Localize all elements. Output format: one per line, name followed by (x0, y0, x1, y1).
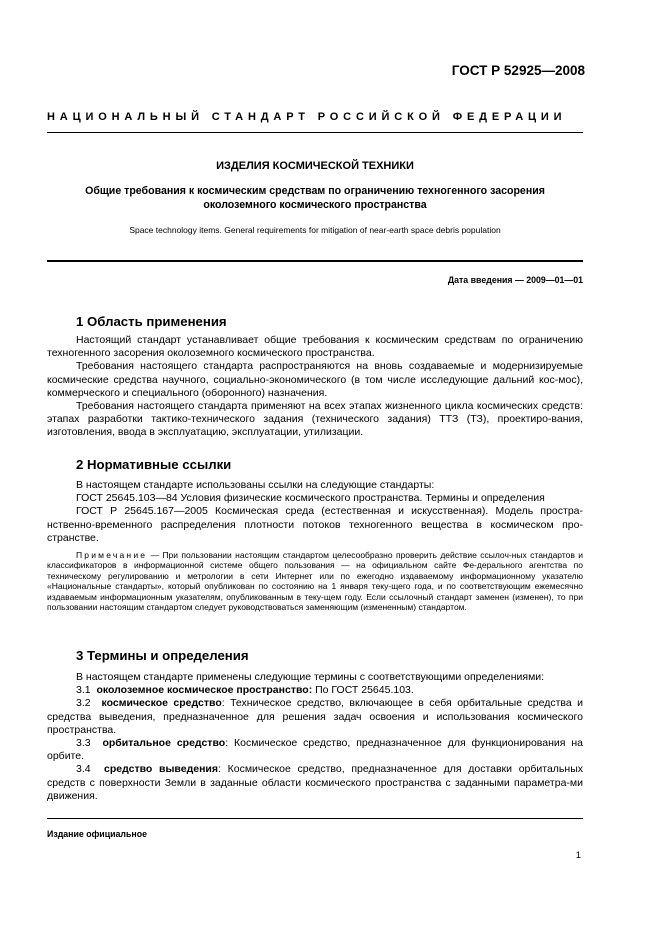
standard-code: ГОСТ Р 52925—2008 (451, 63, 585, 78)
term-name: орбитальное средство (102, 737, 226, 750)
note-block (47, 550, 583, 612)
header-rule (47, 132, 583, 133)
paragraph: Требования настоящего стандарта применяют на всех этапах жизненного цикла космических средств: этапах разработки тактико-технического задания (технического задания) ТТЗ (ТЗ), проектиро-вания, изготовления, ввода в эксплуатацию, эксплуатации, утилизации. (47, 400, 583, 439)
reference-item: ГОСТ Р 25645.167—2005 Космическая среда (естественная и искусственная). Модель простра-нственно-временного распределения плотности потоков техногенного вещества в космическом про-странстве. (47, 505, 583, 544)
footer-rule (47, 818, 583, 819)
document-subtitle (47, 184, 583, 212)
note-text: — При пользовании настоящим стандартом целесообразно проверить действие ссылоч-ных стандартов и классификаторов в информационной системе общего пользования — на официальном сайте Фе-дерального агентства по техническому регулированию и метрологии в сети Интернет или по ежегодно издаваемому информационному указателю «Национальные стандарты», который опубликован по состоянию на 1 января теку-щего года, и по соответствующим ежемесячно издаваемым информационным указателям, опубликованным в теку-щем году. Если ссылочный стандарт заменен (изменен), то при пользовании настоящим стандартом следует руководствоваться заменяющим (измененным) стандартом. (47, 550, 583, 613)
term-definition: По ГОСТ 25645.103. (312, 684, 414, 697)
paragraph: Требования настоящего стандарта распространяются на вновь создаваемые и модернизируемые космические средства научного, социально-экономического (в том числе исследующие дальний кос-мос), коммерческого и специального (оборонного) назначения. (47, 360, 583, 399)
term-number: 3.1 (76, 684, 91, 697)
term-name: средство выведения (103, 763, 219, 776)
term-3-4 (47, 763, 583, 803)
term-definition: : Техническое средство, включающее в себя орбитальные средства и средства выведения, предназначенное для решения задач освоения и использования космического пространства. (47, 697, 583, 736)
document-title: ИЗДЕЛИЯ КОСМИЧЕСКОЙ ТЕХНИКИ (216, 160, 414, 172)
term-3-1 (47, 684, 583, 697)
section-heading-2: 2 Нормативные ссылки (76, 457, 232, 472)
national-standard-banner: НАЦИОНАЛЬНЫЙ СТАНДАРТ РОССИЙСКОЙ ФЕДЕРАЦИИ (47, 111, 567, 123)
term-definition: : Космическое средство, предназначенное для функционирования на орбите. (47, 737, 583, 763)
note-label: Примечание (76, 550, 148, 560)
english-title: Space technology items. General requirements for mitigation of near-earth space debris population (129, 225, 501, 235)
term-name: космическое средство (101, 697, 222, 710)
term-3-2 (47, 697, 583, 737)
subtitle-line-2: околоземного космического пространства (203, 199, 427, 211)
term-number: 3.4 (76, 763, 91, 776)
title-rule (47, 260, 583, 262)
term-name: околоземное космическое пространство: (96, 684, 313, 697)
term-number: 3.2 (76, 697, 91, 710)
official-edition-label: Издание официальное (47, 829, 147, 839)
section-3-body (47, 671, 583, 803)
section-heading-1: 1 Область применения (76, 314, 227, 329)
introduction-date: Дата введения — 2009—01—01 (447, 275, 583, 285)
paragraph: В настоящем стандарте применены следующие термины с соответствующими определениями: (76, 671, 545, 683)
term-number: 3.3 (76, 737, 91, 750)
reference-item: ГОСТ 25645.103—84 Условия физические космического пространства. Термины и определения (76, 492, 545, 505)
term-3-3 (47, 737, 583, 763)
section-heading-3: 3 Термины и определения (76, 648, 249, 663)
paragraph: Настоящий стандарт устанавливает общие требования к космическим средствам по ограничению техногенного засорения околоземного космического пространства. (47, 334, 583, 360)
term-definition: : Космическое средство, предназначенное для доставки орбитальных средств с поверхности Земли в заданные области космического пространства с заданными параметра-ми движения. (47, 763, 583, 802)
page-number: 1 (575, 850, 581, 861)
section-1-body (47, 334, 583, 440)
section-2-body (47, 479, 583, 545)
paragraph: В настоящем стандарте использованы ссылки на следующие стандарты: (76, 479, 435, 491)
subtitle-line-1: Общие требования к космическим средствам по ограничению техногенного засорения (85, 185, 545, 197)
